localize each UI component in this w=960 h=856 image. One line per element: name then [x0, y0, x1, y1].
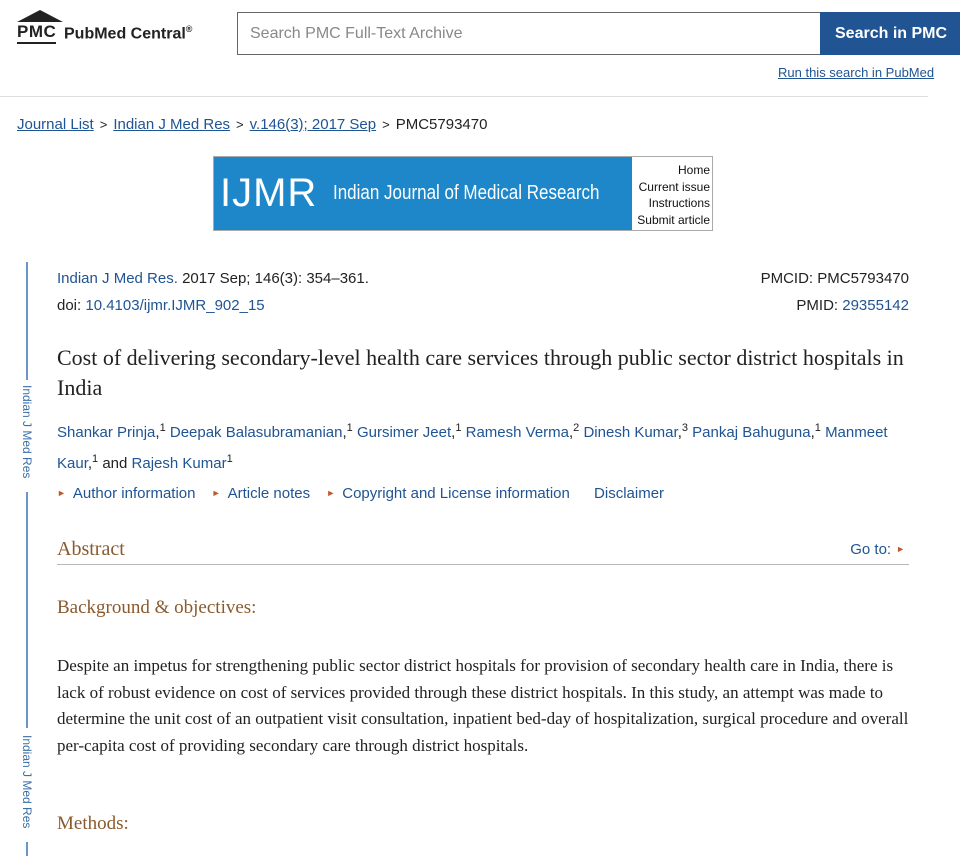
journal-banner — [213, 156, 713, 231]
author-affiliation[interactable]: 1 — [346, 422, 353, 434]
pmc-logo[interactable] — [17, 10, 207, 50]
doi-label: doi: — [57, 297, 86, 314]
author-link[interactable]: Ramesh Verma — [465, 424, 569, 441]
sidebar-line — [26, 262, 28, 380]
author-link[interactable]: Gursimer Jeet — [356, 424, 452, 441]
breadcrumb-journal[interactable]: Indian J Med Res — [113, 116, 231, 133]
logo-roof-icon — [17, 10, 63, 22]
methods-heading: Methods: — [57, 813, 129, 834]
background-text: Despite an impetus for strengthening public sector district hospitals for provision of secondary health care in India, there is lack of robust evidence on cost of services provided through these district hospitals. In this study, an attempt was made to determine the unit cost of an outpatient visit consultation, inpatient bed-day of hospitalization, surgical procedure and overall per-capita cost of providing secondary care through district hospitals. — [57, 656, 909, 755]
banner-link-instructions[interactable]: Instructions — [648, 196, 710, 210]
goto-label[interactable]: Go to: — [850, 541, 892, 558]
sidebar-journal-label[interactable]: Indian J Med Res — [20, 735, 34, 829]
site-header — [0, 0, 948, 97]
article-notes-bar — [57, 485, 664, 502]
author-affiliation[interactable]: 3 — [681, 422, 688, 434]
expand-triangle-icon: ► — [211, 488, 221, 498]
pmcid-label: PMCID: — [760, 270, 818, 287]
author-list: Shankar Prinja,$^1$ Deepak Balasubramanian,$^1$ Gursimer Jeet,$^1$ Ramesh Verma,$^2$ Dinesh Kumar,$^3$ Pankaj Bahuguna,$^1$ Manmeet Kaur,$^1$ and Rajesh Kumar$^1$ — [57, 422, 888, 472]
author-affiliation[interactable]: 1 — [159, 422, 166, 434]
author-link[interactable]: Rajesh Kumar — [131, 455, 227, 472]
journal-full-name: Indian Journal of Medical Research — [333, 182, 600, 204]
search-input[interactable]: Search PMC Full-Text Archive — [237, 12, 820, 55]
author-link[interactable]: Deepak Balasubramanian — [169, 424, 343, 441]
author-affiliation[interactable]: 1 — [814, 422, 821, 434]
copyright-toggle[interactable]: Copyright and License information — [342, 485, 570, 502]
breadcrumb-separator: > — [382, 117, 390, 132]
expand-triangle-icon: ► — [326, 488, 336, 498]
author-affiliation[interactable]: 1 — [92, 453, 99, 465]
article-title: Cost of delivering secondary-level health care services through public sector district hospitals in India — [57, 345, 904, 400]
goto-triangle-icon[interactable]: ► — [896, 544, 905, 554]
author-information-toggle[interactable]: Author information — [72, 485, 196, 502]
run-search-pubmed-link[interactable]: Run this search in PubMed — [778, 65, 935, 80]
author-link[interactable]: Shankar Prinja — [57, 424, 156, 441]
citation-right — [761, 265, 909, 319]
pmid-link[interactable]: 29355142 — [842, 297, 909, 314]
journal-abbr: IJMR — [220, 171, 318, 215]
logo-mark: PMC — [17, 22, 56, 44]
author-and: and — [102, 455, 128, 472]
citation-details: 2017 Sep; 146(3): 354–361. — [177, 270, 369, 287]
abstract-header — [57, 538, 909, 565]
author-affiliation[interactable]: 1 — [455, 422, 462, 434]
sidebar-line — [26, 492, 28, 728]
goto-menu[interactable] — [850, 541, 905, 558]
journal-banner-links — [632, 157, 712, 230]
journal-banner-title[interactable] — [214, 157, 632, 230]
author-link[interactable]: Manmeet Kaur — [57, 424, 888, 472]
background-heading: Background & objectives: — [57, 597, 257, 618]
author-link[interactable]: Dinesh Kumar — [583, 424, 678, 441]
breadcrumb-separator: > — [236, 117, 244, 132]
breadcrumb-separator: > — [99, 117, 108, 132]
author-affiliation[interactable]: 1 — [226, 453, 233, 465]
doi-link[interactable]: 10.4103/ijmr.IJMR_902_15 — [85, 297, 265, 314]
logo-name: PubMed Central® — [64, 24, 193, 43]
journal-link[interactable]: Indian J Med Res. — [57, 270, 178, 287]
breadcrumb-current: PMC5793470 — [395, 116, 488, 133]
abstract-heading: Abstract — [57, 538, 125, 560]
breadcrumb-issue[interactable]: v.146(3); 2017 Sep — [249, 116, 377, 133]
banner-link-home[interactable]: Home — [677, 163, 710, 177]
breadcrumb — [17, 116, 487, 133]
citation-left — [57, 265, 369, 319]
banner-link-current-issue[interactable]: Current issue — [638, 179, 710, 194]
author-link[interactable]: Pankaj Bahuguna — [692, 424, 811, 441]
expand-triangle-icon: ► — [57, 488, 66, 498]
sidebar-journal-label[interactable]: Indian J Med Res — [20, 385, 34, 479]
banner-link-submit[interactable]: Submit article — [637, 212, 710, 227]
pmcid-value: PMC5793470 — [817, 270, 909, 287]
search-button[interactable]: Search in PMC — [820, 12, 960, 55]
author-affiliation[interactable]: 2 — [573, 422, 580, 434]
article-notes-toggle[interactable]: Article notes — [227, 485, 311, 502]
disclaimer-link[interactable]: Disclaimer — [594, 485, 665, 502]
sidebar-line — [26, 842, 28, 856]
pmid-label: PMID: — [796, 297, 843, 314]
breadcrumb-journal-list[interactable]: Journal List — [17, 116, 94, 133]
